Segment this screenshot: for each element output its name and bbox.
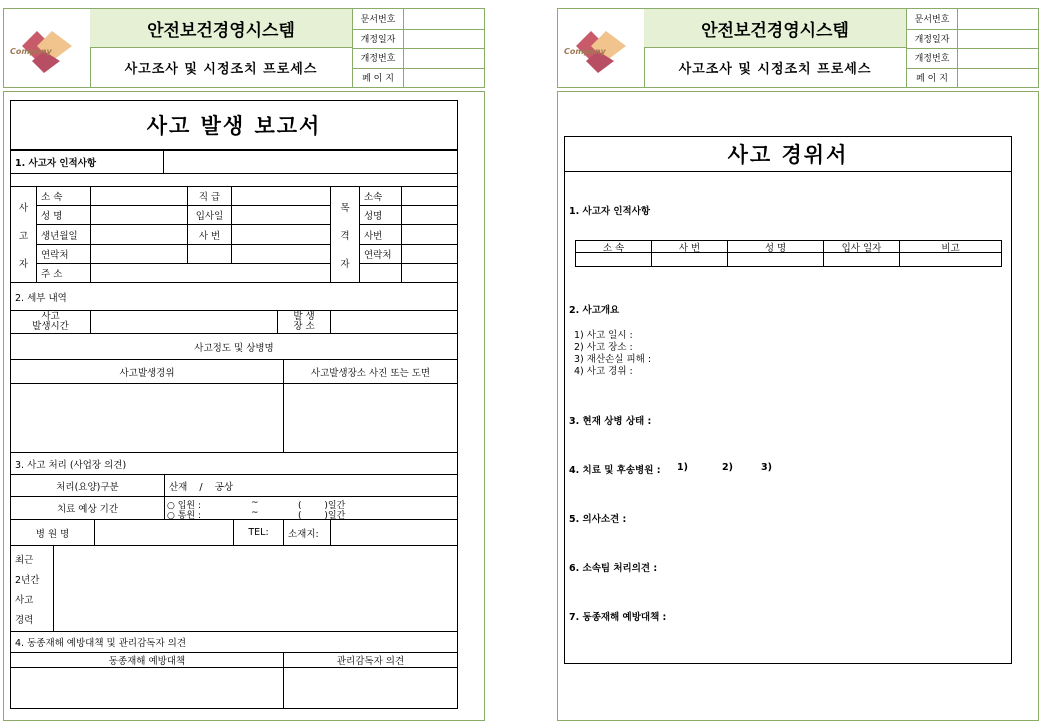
st-hospital-2: 2) [722,462,733,473]
history-label: 사고발생경위 [10,359,284,384]
witness-empno-label: 사번 [359,224,402,245]
statement-body [564,171,1012,664]
st-section-3: 3. 현재 상병 상태 : [569,416,652,427]
victim-empno-label: 사 번 [187,224,232,245]
victim-name-value[interactable] [90,205,188,225]
section-1-title: 1. 사고자 인적사항 [10,150,164,174]
tilde-1: ~ [251,498,259,508]
witness-name-value[interactable] [401,205,458,225]
prevention-label: 동종재해 예방대책 [10,652,284,668]
report-title: 사고 발생 보고서 [10,100,458,150]
st-item-1: 1) 사고 일시 : [574,330,633,341]
st-val-name[interactable] [727,252,824,267]
victim-name-label: 성 명 [36,205,91,225]
witness-name-label: 성명 [359,205,402,225]
treat-period-label: 치료 예상 기간 [10,496,165,520]
victim-contact-blank [187,244,232,264]
right-header [557,8,1039,88]
occur-place-value[interactable] [330,310,458,334]
victim-join-label: 입사일 [187,205,232,225]
section-2-title: 2. 세부 내역 [10,282,458,311]
victim-address-value[interactable] [90,263,331,283]
st-hospital-3: 3) [761,462,772,473]
st-col-note: 비고 [899,240,1002,253]
history-value[interactable] [10,383,284,453]
meta-rev-date: 개정일자 [353,29,404,49]
st-section-6: 6. 소속팀 처리의견 : [569,563,658,574]
photo-label: 사고발생장소 사진 또는 도면 [283,359,458,384]
doc-meta-right [906,9,1038,87]
victim-birth-label: 생년월일 [36,224,91,245]
system-title-right: 안전보건경영시스템 [644,9,906,48]
victim-contact-label: 연락처 [36,244,91,264]
inpatient-option[interactable]: ○ 입원 : [167,501,201,511]
process-title-right: 사고조사 및 시정조치 프로세스 [678,61,872,77]
occur-time-value[interactable] [90,310,278,334]
witness-contact-label: 연락처 [359,244,402,264]
logo-text: Company [10,47,52,56]
occur-place-label: 발 생 장 소 [277,310,331,334]
logo-text-right: Company [564,47,606,56]
doc-meta [352,9,484,87]
days-1: ( )일간 [298,501,346,511]
victim-birth-value[interactable] [90,224,188,245]
hospital-label: 병 원 명 [10,519,95,546]
hospital-value[interactable] [94,519,234,546]
photo-value[interactable] [283,383,458,453]
st-section-5: 5. 의사소견 : [569,514,627,525]
st-col-dept: 소 속 [575,240,652,253]
st-hospital-1: 1) [677,462,688,473]
witness-label: 목 격 자 [330,186,360,283]
spacer-row [10,173,458,187]
victim-rank-label: 직 급 [187,186,232,206]
recent-history-label: 최근 2년간 사고 경력 [10,545,54,632]
treat-type-value[interactable]: 산재 / 공상 [164,474,458,497]
st-item-2: 2) 사고 장소 : [574,342,633,353]
meta-doc-no: 문서번호 [353,9,404,29]
supervisor-label: 관리감독자 의견 [283,652,458,668]
st-section-4: 4. 치료 및 후송병원 : [569,465,661,476]
left-header [3,8,485,88]
meta-rev-no-right: 개정번호 [907,48,958,68]
process-title: 사고조사 및 시정조치 프로세스 [124,61,318,77]
meta-rev-date-right: 개정일자 [907,29,958,49]
st-val-join[interactable] [823,252,900,267]
st-section-1: 1. 사고자 인적사항 [569,206,651,217]
st-col-name: 성 명 [727,240,824,253]
section-4-title: 4. 동종재해 예방대책 및 관리감독자 의견 [10,631,458,653]
company-logo-right [558,9,645,87]
meta-page: 페 이 지 [353,68,404,88]
victim-dept-value[interactable] [90,186,188,206]
tel-label: TEL: [233,519,284,546]
st-item-3: 3) 재산손실 피해 : [574,354,652,365]
statement-title: 사고 경위서 [564,136,1012,172]
victim-empno-value[interactable] [231,224,331,245]
victim-contact-blank2 [231,244,331,264]
section-1-blank [163,150,458,174]
st-val-dept[interactable] [575,252,652,267]
st-item-4: 4) 사고 경위 : [574,366,633,377]
st-section-7: 7. 동종재해 예방대책 : [569,612,667,623]
witness-blank2 [401,263,458,283]
severity-label: 사고정도 및 상병명 [10,333,458,360]
system-title: 안전보건경영시스템 [90,9,352,48]
witness-contact-value[interactable] [401,244,458,264]
section-3-title: 3. 사고 처리 (사업장 의견) [10,452,458,475]
st-val-note[interactable] [899,252,1002,267]
address-label: 소재지: [283,519,331,546]
witness-empno-value[interactable] [401,224,458,245]
st-col-empno: 사 번 [651,240,728,253]
treat-period-value [164,496,458,520]
victim-contact-value[interactable] [90,244,188,264]
treat-type-label: 처리(요양)구분 [10,474,165,497]
st-col-join: 입사 일자 [823,240,900,253]
days-2: ( )일간 [298,511,346,520]
victim-label: 사 고 자 [10,186,37,283]
outpatient-option[interactable]: ○ 통원 : [167,511,201,520]
st-section-2: 2. 사고개요 [569,305,620,316]
tilde-2: ~ [251,508,259,518]
supervisor-value[interactable] [283,667,458,709]
address-value[interactable] [330,519,458,546]
victim-dept-label: 소 속 [36,186,91,206]
witness-blank [359,263,402,283]
meta-page-right: 페 이 지 [907,68,958,88]
company-logo [4,9,91,87]
victim-address-label: 주 소 [36,263,91,283]
meta-rev-no: 개정번호 [353,48,404,68]
victim-rank-value[interactable] [231,186,331,206]
victim-join-value[interactable] [231,205,331,225]
prevention-value[interactable] [10,667,284,709]
witness-dept-label: 소속 [359,186,402,206]
meta-doc-no-right: 문서번호 [907,9,958,29]
st-val-empno[interactable] [651,252,728,267]
recent-history-value[interactable] [53,545,458,632]
witness-dept-value[interactable] [401,186,458,206]
occur-time-label: 사고 발생시간 [10,310,91,334]
